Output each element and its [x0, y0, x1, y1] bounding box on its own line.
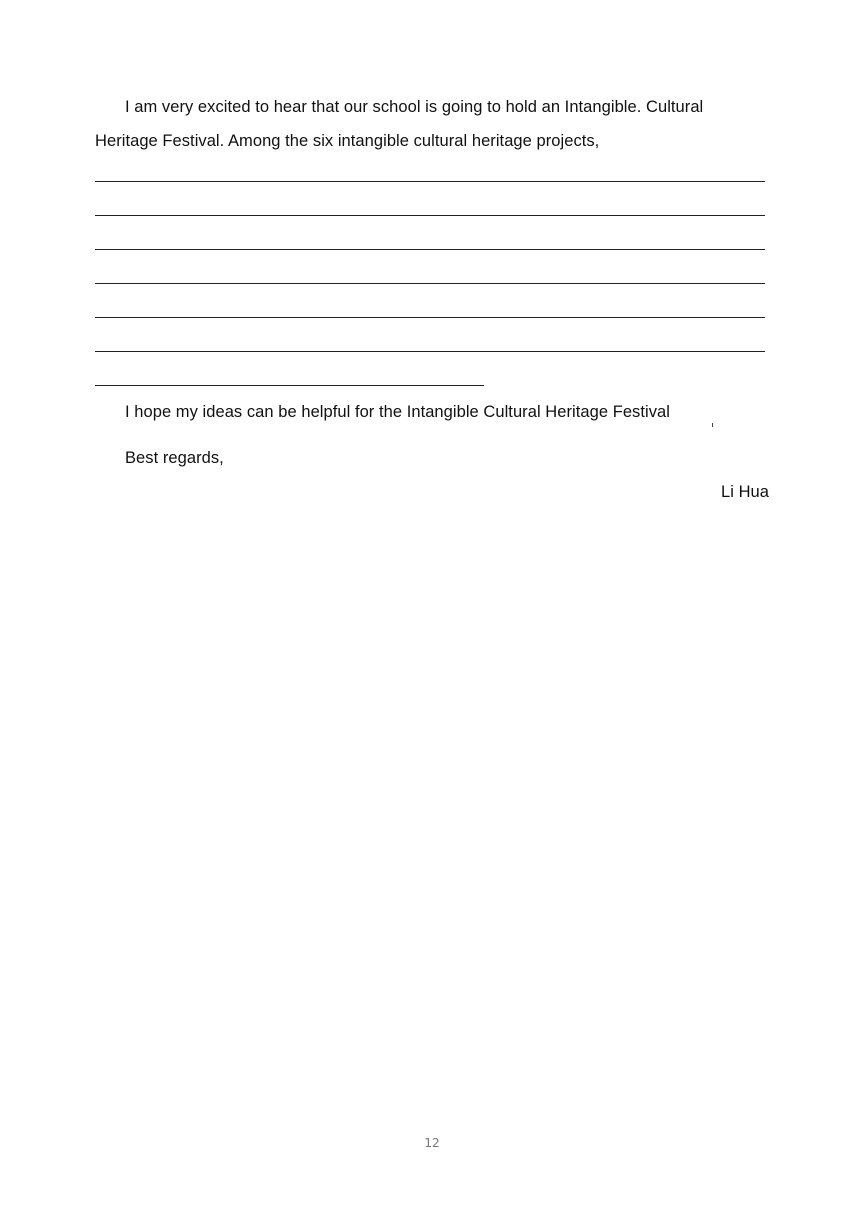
answer-blank-line	[95, 249, 765, 250]
intro-line-1: I am very excited to hear that our school is going to hold an Intangible. Cultural	[125, 98, 704, 116]
answer-blank-line	[95, 181, 765, 182]
signature: Li Hua	[721, 483, 769, 501]
sign-off: Best regards,	[125, 449, 224, 467]
closing-sentence: I hope my ideas can be helpful for the Intangible Cultural Heritage Festival	[125, 403, 670, 421]
answer-blank-line	[95, 283, 765, 284]
answer-blank-line	[95, 215, 765, 216]
intro-line-2: Heritage Festival. Among the six intangible cultural heritage projects,	[95, 132, 600, 150]
answer-blank-line	[95, 317, 765, 318]
answer-blank-line-partial	[95, 385, 484, 386]
page-number: 12	[424, 1136, 440, 1150]
answer-blank-line	[95, 351, 765, 352]
stray-mark	[712, 423, 713, 427]
